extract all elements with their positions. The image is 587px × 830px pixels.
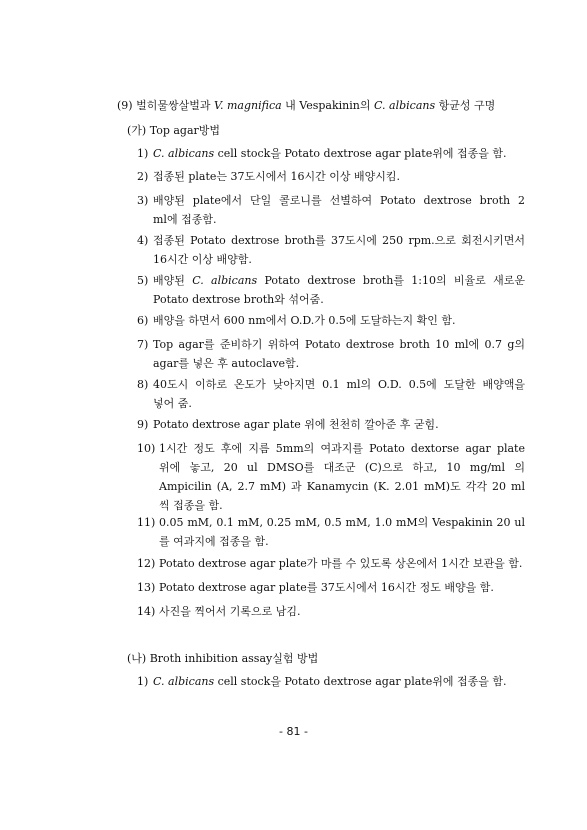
list-item xyxy=(137,169,525,188)
species-name: C. albicans xyxy=(374,99,436,112)
line-text: 1시간 정도 후에 지름 5mm의 여과지를 Potato dextorse agar plate xyxy=(159,442,525,455)
line-text: 0.05 mM, 0.1 mM, 0.25 mM, 0.5 mM, 1.0 mM의 Vespakinin 20 ul xyxy=(159,516,525,529)
item-text xyxy=(153,169,525,188)
item-number: 9) xyxy=(137,418,152,431)
line-text: cell stock을 Potato dextrose agar plate위에 접종을 함. xyxy=(214,147,507,160)
list-item xyxy=(137,313,525,332)
species-name: C. albicans xyxy=(153,675,215,688)
line-text: Potato dextrose broth와 섞어줌. xyxy=(153,292,324,306)
item-line xyxy=(153,273,525,289)
item-line xyxy=(159,534,525,550)
item-number: 14) xyxy=(137,605,159,618)
item-line xyxy=(153,146,525,162)
line-text: Top agar를 준비하기 위하여 Potato dextrose broth 10 ml에 0.7 g의 xyxy=(153,338,525,351)
item-line xyxy=(159,580,525,596)
line-text: agar를 넣은 후 autoclave함. xyxy=(153,356,300,370)
line-text: Potato dextrose agar plate가 마를 수 있도록 상온에서 1시간 보관을 함. xyxy=(159,557,523,570)
item-line xyxy=(159,556,525,572)
item-line xyxy=(159,441,525,457)
item-number: 13) xyxy=(137,581,159,594)
list-item xyxy=(137,604,525,623)
list-item xyxy=(137,556,525,575)
item-line xyxy=(159,604,525,620)
item-line xyxy=(153,337,525,353)
item-number: 11) xyxy=(137,516,159,529)
item-line xyxy=(153,233,525,249)
subsection-a-title: Top agar방법 xyxy=(149,124,221,137)
line-text: 16시간 이상 배양함. xyxy=(153,252,252,266)
line-text: 위에 놓고, 20 ul DMSO를 대조군 (C)으로 하고, 10 mg/ml 의 xyxy=(159,460,525,474)
item-line xyxy=(153,396,525,412)
item-number: 4) xyxy=(137,234,152,247)
line-text: ml에 접종함. xyxy=(153,212,217,226)
item-text xyxy=(153,233,525,271)
line-text: 접종된 Potato dextrose broth를 37도시에 250 rpm.으로 회전시키면서 xyxy=(153,234,525,247)
item-line xyxy=(153,212,525,228)
list-item xyxy=(137,377,525,415)
list-item xyxy=(137,233,525,271)
item-line xyxy=(153,193,525,209)
title-text: 내 Vespakinin의 xyxy=(281,99,374,112)
section-title xyxy=(136,99,495,112)
subsection-b-heading xyxy=(127,651,527,667)
item-line xyxy=(153,356,525,372)
item-number: 7) xyxy=(137,338,152,351)
line-text: 배양된 xyxy=(153,274,193,287)
item-line xyxy=(153,313,525,329)
species-name: V. magnifica xyxy=(213,99,282,112)
item-text xyxy=(153,377,525,415)
item-number: 10) xyxy=(137,442,159,455)
subsection-a-heading xyxy=(127,123,527,139)
list-item xyxy=(137,580,525,599)
title-text: 벌히물쌍살벌과 xyxy=(136,99,214,112)
item-line xyxy=(153,169,525,185)
list-item xyxy=(137,273,525,311)
item-line xyxy=(159,479,525,495)
list-item xyxy=(137,337,525,375)
item-number: 5) xyxy=(137,274,152,287)
species-name: C. albicans xyxy=(192,274,258,287)
subsection-b-title: Broth inhibition assay실험 방법 xyxy=(149,652,319,665)
item-text xyxy=(159,556,525,575)
item-number: 1) xyxy=(137,675,152,688)
page-number: - 81 - xyxy=(279,725,308,738)
item-text xyxy=(153,417,525,436)
item-line xyxy=(153,252,525,268)
list-item xyxy=(137,515,525,553)
title-text: 항균성 구명 xyxy=(435,99,496,112)
item-line xyxy=(153,292,525,308)
line-text: 접종된 plate는 37도시에서 16시간 이상 배양시킴. xyxy=(153,170,401,183)
line-text: 배양된 plate에서 단일 콜로니를 선별하여 Potato dextrose broth 2 xyxy=(153,194,525,207)
line-text: 를 여과지에 접종을 함. xyxy=(159,534,269,548)
item-line xyxy=(159,515,525,531)
item-line xyxy=(153,417,525,433)
item-text xyxy=(159,604,525,623)
item-line xyxy=(153,674,525,690)
line-text: 배양을 하면서 600 nm에서 O.D.가 0.5에 도달하는지 확인 함. xyxy=(153,314,456,327)
item-text xyxy=(153,313,525,332)
line-text: 넣어 줌. xyxy=(153,396,192,410)
subsection-a-label: (가) xyxy=(127,124,147,137)
line-text: Ampicilin (A, 2.7 mM) 과 Kanamycin (K. 2.01 mM)도 각각 20 ml xyxy=(159,479,525,493)
item-line xyxy=(159,498,525,514)
item-text xyxy=(159,515,525,553)
item-number: 8) xyxy=(137,378,152,391)
line-text: Potato dextrose agar plate를 37도시에서 16시간 정도 배양을 함. xyxy=(159,581,494,594)
item-text xyxy=(153,273,525,311)
item-line xyxy=(153,377,525,393)
line-text: Potato dextrose broth를 1:10의 비율로 새로운 xyxy=(257,274,526,287)
item-number: 1) xyxy=(137,147,152,160)
list-item xyxy=(137,674,525,693)
line-text: Potato dextrose agar plate 위에 천천히 깔아준 후 굳힘. xyxy=(153,418,439,431)
item-text xyxy=(153,193,525,231)
line-text: 사진을 찍어서 기록으로 남김. xyxy=(159,605,301,618)
species-name: C. albicans xyxy=(153,147,215,160)
list-item xyxy=(137,417,525,436)
item-number: 6) xyxy=(137,314,152,327)
subsection-b-label: (나) xyxy=(127,652,147,665)
item-text xyxy=(153,674,525,693)
list-item xyxy=(137,441,525,517)
item-line xyxy=(159,460,525,476)
item-text xyxy=(159,441,525,517)
line-text: 40도시 이하로 온도가 낮아지면 0.1 ml의 O.D. 0.5에 도달한 배양액을 xyxy=(153,378,525,391)
list-item xyxy=(137,193,525,231)
list-item xyxy=(137,146,525,165)
item-text xyxy=(153,337,525,375)
line-text: cell stock을 Potato dextrose agar plate위에 접종을 함. xyxy=(214,675,507,688)
line-text: 씩 접종을 함. xyxy=(159,498,223,512)
item-number: 3) xyxy=(137,194,152,207)
section-heading xyxy=(117,98,537,114)
item-text xyxy=(153,146,525,165)
section-label: (9) xyxy=(117,99,133,112)
item-text xyxy=(159,580,525,599)
item-number: 2) xyxy=(137,170,152,183)
item-number: 12) xyxy=(137,557,159,570)
